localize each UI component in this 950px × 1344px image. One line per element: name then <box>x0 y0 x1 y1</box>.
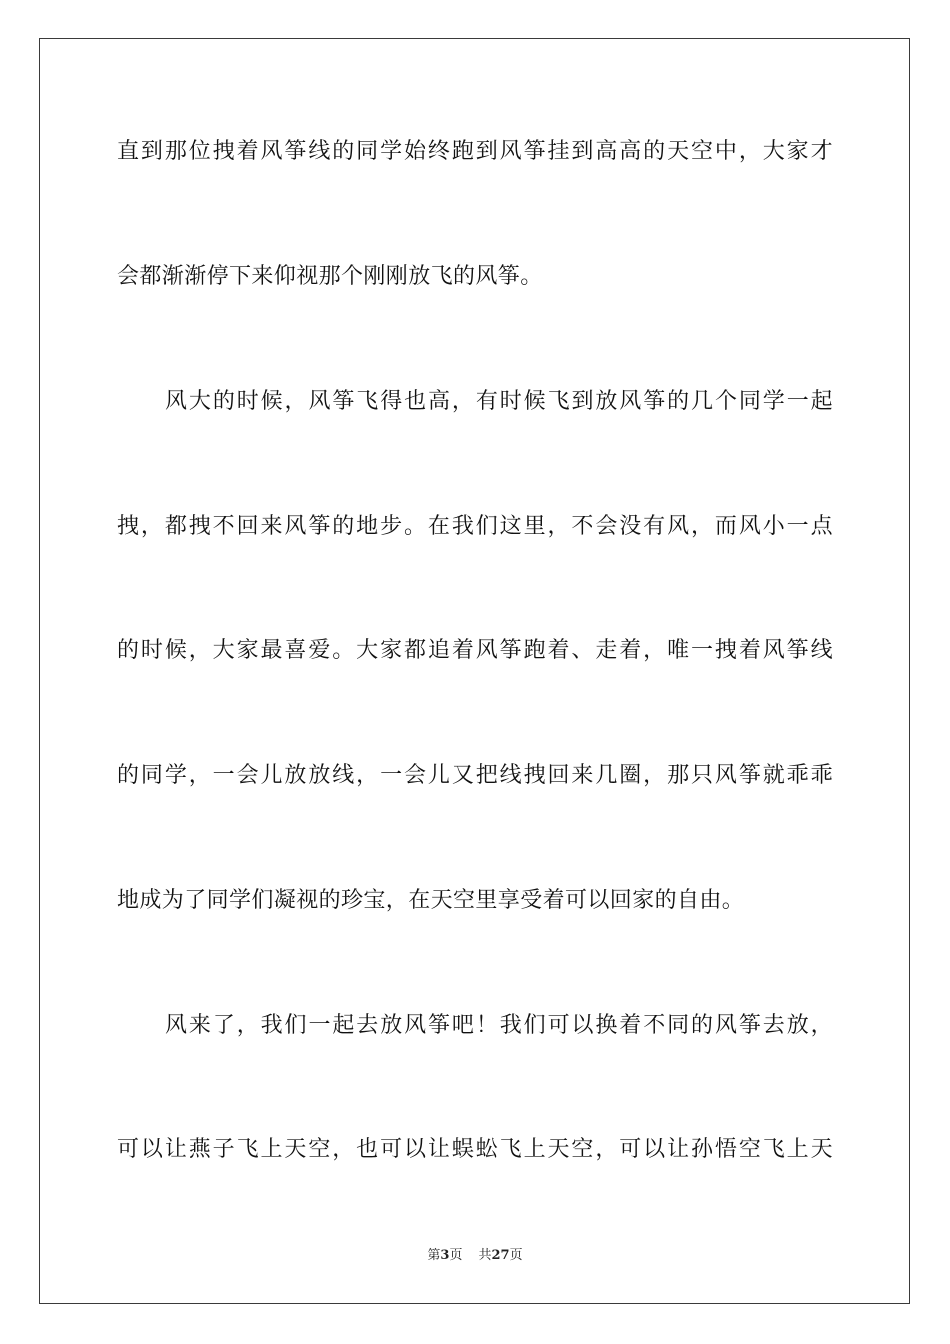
footer-total-suffix: 页 <box>509 1248 523 1263</box>
body-line-2: 会都渐渐停下来仰视那个刚刚放飞的风筝。 <box>117 264 543 289</box>
footer-page-suffix: 页 <box>449 1248 463 1263</box>
body-line-4: 拽，都拽不回来风筝的地步。在我们这里，不会没有风，而风小一点 <box>117 514 833 539</box>
footer-total-pages: 27 <box>491 1248 510 1263</box>
body-line-7: 地成为了同学们凝视的珍宝，在天空里享受着可以回家的自由。 <box>117 888 745 913</box>
body-line-5: 的时候，大家最喜爱。大家都追着风筝跑着、走着，唯一拽着风筝线 <box>117 638 833 663</box>
footer-page-prefix: 第 <box>427 1248 441 1263</box>
body-line-8: 风来了，我们一起去放风筝吧！我们可以换着不同的风筝去放， <box>165 1013 833 1038</box>
page-border <box>39 38 910 1304</box>
footer-total-prefix: 共 <box>478 1248 492 1263</box>
body-line-9: 可以让燕子飞上天空，也可以让蜈蚣飞上天空，可以让孙悟空飞上天 <box>117 1137 833 1162</box>
body-line-1: 直到那位拽着风筝线的同学始终跑到风筝挂到高高的天空中，大家才 <box>117 139 833 164</box>
footer-page-number: 3 <box>440 1248 450 1263</box>
body-line-3: 风大的时候，风筝飞得也高，有时候飞到放风筝的几个同学一起 <box>165 389 833 414</box>
page-footer <box>0 1247 950 1265</box>
body-line-6: 的同学，一会儿放放线，一会儿又把线拽回来几圈，那只风筝就乖乖 <box>117 763 833 788</box>
